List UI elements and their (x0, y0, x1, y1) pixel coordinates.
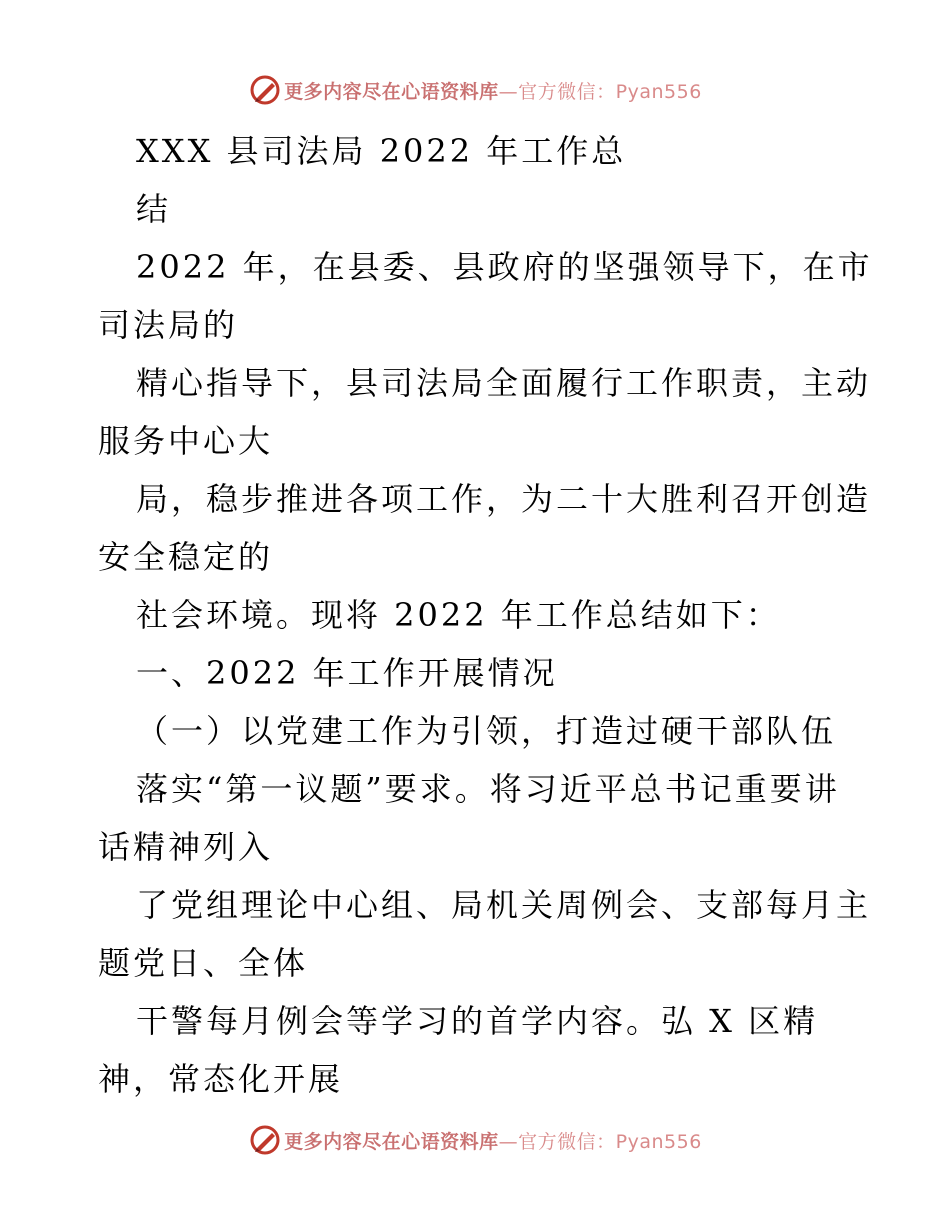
paragraph-line: 神，常态化开展 (98, 1060, 344, 1098)
paragraph-line: 落实“第一议题”要求。将习近平总书记重要讲 (136, 770, 840, 808)
paragraph-line: 服务中心大 (98, 422, 274, 460)
footer-dash: — (498, 1130, 519, 1153)
paragraph-line: 干警每月例会等学习的首学内容。弘 X 区精 (136, 1002, 819, 1040)
header-brand: 更多内容尽在心语资料库 (284, 80, 499, 103)
subsection-heading: （一）以党建工作为引领，打造过硬干部队伍 (136, 712, 837, 750)
paragraph-line: 精心指导下，县司法局全面履行工作职责，主动 (136, 364, 872, 402)
paragraph-line: 社会环境。现将 2022 年工作总结如下： (136, 596, 781, 634)
paragraph-line: 话精神列入 (98, 828, 274, 866)
paragraph-line: 安全稳定的 (98, 538, 274, 576)
footer-brand: 更多内容尽在心语资料库 (284, 1130, 499, 1153)
paragraph-line: 2022 年，在县委、县政府的坚强领导下，在市 (136, 248, 873, 286)
paragraph-line: 司法局的 (98, 306, 239, 344)
pen-logo-icon (248, 73, 282, 107)
header-contact: 官方微信：Pyan556 (518, 80, 702, 103)
section-heading: 一、2022 年工作开展情况 (136, 654, 558, 692)
paragraph-line: 了党组理论中心组、局机关周例会、支部每月主 (136, 886, 872, 924)
paragraph-line: 题党日、全体 (98, 944, 309, 982)
document-body (98, 122, 873, 1108)
footer-contact: 官方微信：Pyan556 (518, 1130, 702, 1153)
paragraph-line: 局，稳步推进各项工作，为二十大胜利召开创造 (136, 480, 872, 518)
header-watermark (0, 70, 950, 110)
pen-logo-icon (248, 1123, 282, 1157)
doc-title-line-1: XXX 县司法局 2022 年工作总 (136, 132, 627, 170)
doc-title-line-2: 结 (136, 190, 172, 228)
footer-watermark (0, 1120, 950, 1160)
header-dash: — (498, 80, 519, 103)
